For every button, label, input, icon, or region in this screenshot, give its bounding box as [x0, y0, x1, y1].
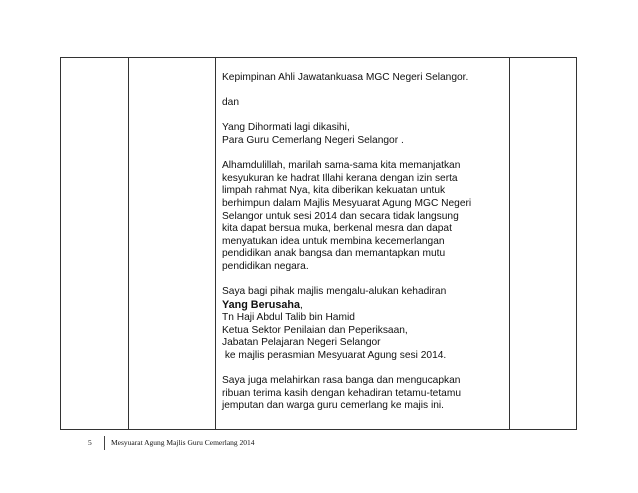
text-line: Para Guru Cemerlang Negeri Selangor .	[222, 134, 404, 146]
text-line: dan	[222, 97, 239, 109]
text-line: jemputan dan warga guru cemerlang ke majis ini.	[222, 400, 444, 412]
page-number: 5	[88, 438, 92, 447]
text-line: Yang Dihormati lagi dikasihi,	[222, 122, 350, 134]
footer-title: Mesyuarat Agung Majlis Guru Cemerlang 2014	[111, 438, 255, 447]
text-line: Selangor untuk sesi 2014 dan secara tidak langsung	[222, 210, 459, 222]
paragraph-dan	[222, 97, 514, 110]
honorific-bold: Yang Berusaha	[222, 298, 301, 311]
text-line: ribuan terima kasih dengan kehadiran tetamu-tetamu	[222, 387, 461, 399]
paragraph-opening	[222, 72, 514, 85]
text-line: Jabatan Pelajaran Negeri Selangor	[222, 337, 381, 349]
text-line: kita dapat bersua muka, berkenal mesra dan dapat	[222, 223, 452, 235]
text-line	[222, 299, 514, 313]
text-line: kesyukuran ke hadrat Illahi kerana dengan izin serta	[222, 172, 458, 184]
text-line: Kepimpinan Ahli Jawatankuasa MGC Negeri Selangor.	[222, 72, 469, 83]
text-line: menyatukan idea untuk membina kecemerlangan	[222, 235, 445, 247]
paragraph-welcome	[222, 286, 514, 363]
text-line: pendidikan negara.	[222, 260, 309, 272]
text-line: Tn Haji Abdul Talib bin Hamid	[222, 312, 355, 324]
table-column-divider	[128, 58, 129, 429]
paragraph-thanks	[222, 375, 514, 413]
text-line: Saya juga melahirkan rasa banga dan mengucapkan	[222, 375, 461, 387]
text-line: pendidikan anak bangsa dan memantapkan mutu	[222, 248, 446, 260]
page-footer	[88, 436, 255, 450]
honorific-suffix: ,	[300, 299, 303, 311]
text-line: ke majlis perasmian Mesyuarat Agung sesi 2014.	[222, 350, 447, 362]
text-line: limpah rahmat Nya, kita diberikan kekuatan untuk	[222, 185, 446, 197]
text-line: Saya bagi pihak majlis mengalu-alukan kehadiran	[222, 286, 447, 298]
paragraph-greeting	[222, 122, 514, 147]
footer-divider	[104, 436, 105, 450]
speech-text-cell	[222, 72, 514, 426]
text-line: Ketua Sektor Penilaian dan Peperiksaan,	[222, 324, 408, 336]
paragraph-alhamdulillah	[222, 160, 514, 273]
table-column-divider	[215, 58, 216, 429]
text-line: berhimpun dalam Majlis Mesyuarat Agung MGC Negeri	[222, 197, 472, 209]
text-line: Alhamdulillah, marilah sama-sama kita memanjatkan	[222, 160, 461, 172]
